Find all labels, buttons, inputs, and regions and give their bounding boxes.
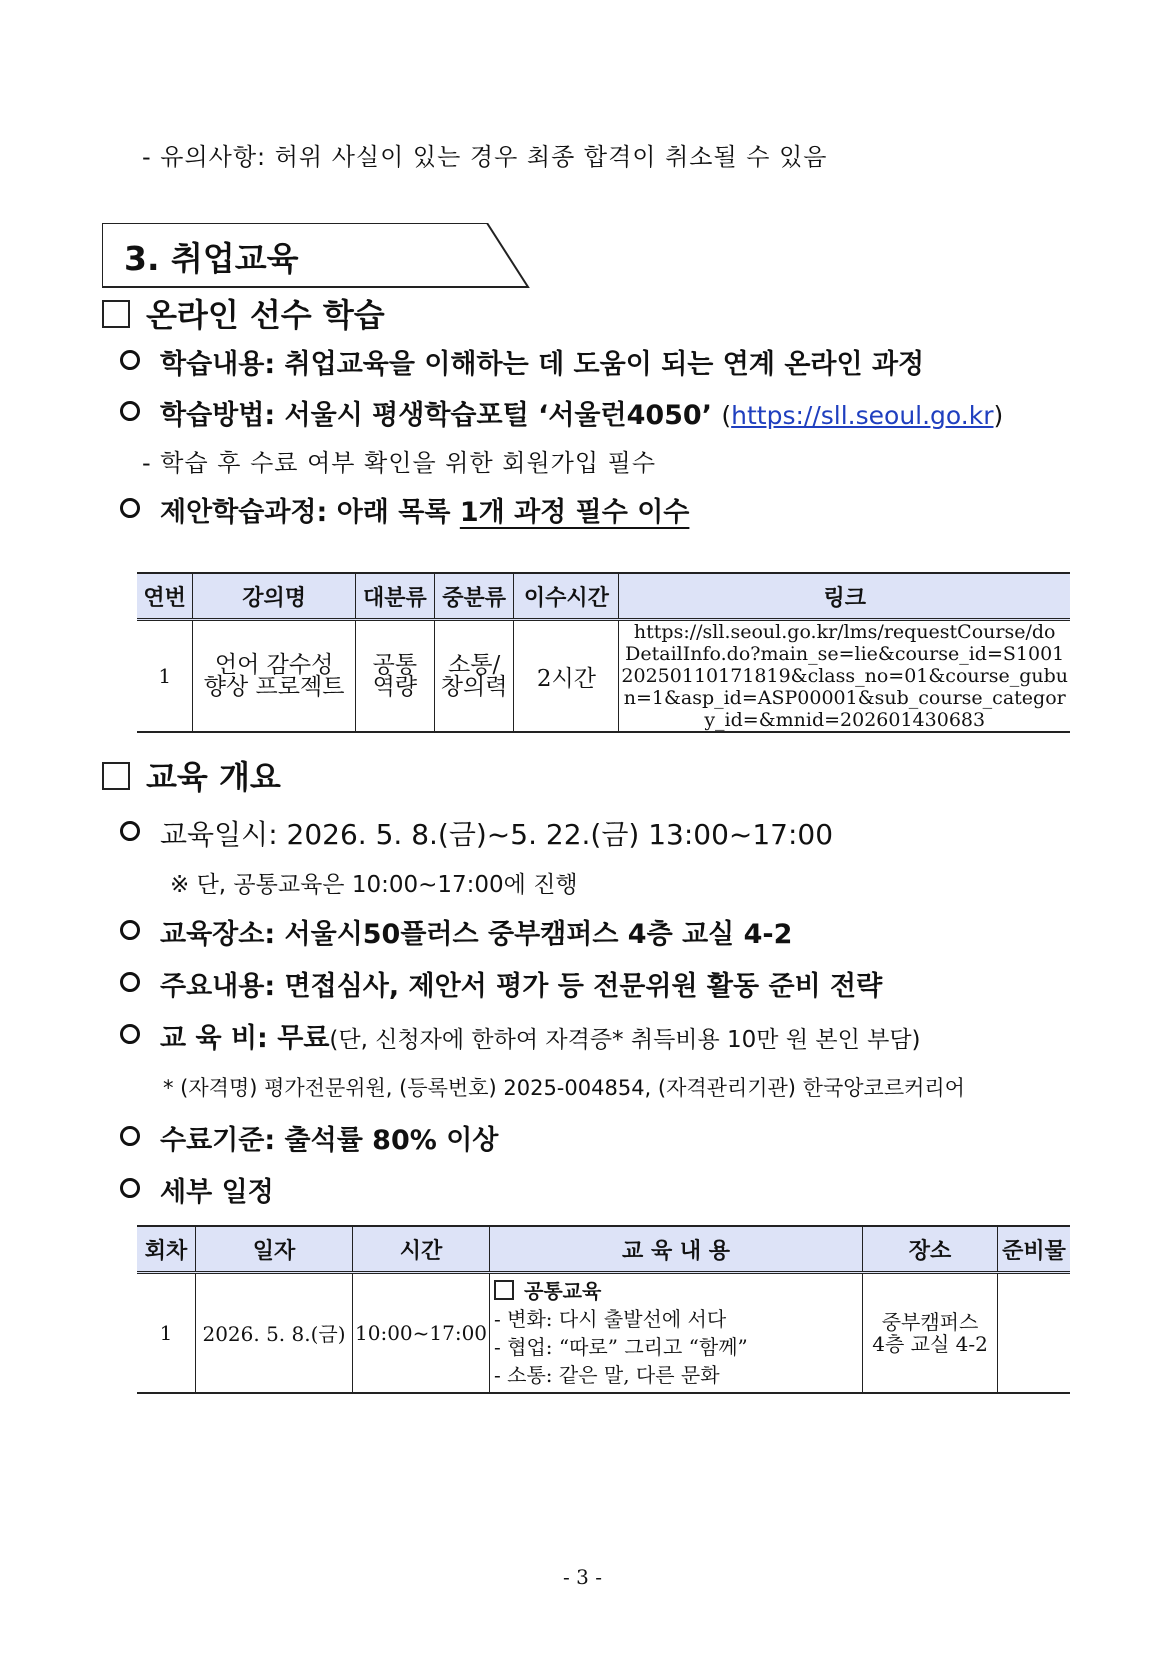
- course-hours: 2시간: [514, 620, 619, 733]
- checkbox-icon: [494, 1280, 514, 1300]
- session-materials: [998, 1273, 1070, 1393]
- schedule-table: [137, 1225, 1070, 1394]
- circle-bullet-icon: [120, 1024, 140, 1044]
- online-method: 학습방법: 서울시 평생학습포털 ‘서울런4050’ (https://sll.seoul.go.kr): [120, 393, 1003, 432]
- top-note: - 유의사항: 허위 사실이 있는 경우 최종 합격이 취소될 수 있음: [142, 143, 828, 171]
- col-header: 회차: [137, 1226, 196, 1273]
- method-note: - 학습 후 수료 여부 확인을 위한 회원가입 필수: [142, 449, 657, 477]
- online-content: 학습내용: 취업교육을 이해하는 데 도움이 되는 연계 온라인 과정: [120, 342, 924, 381]
- col-header: 연번: [137, 573, 193, 620]
- col-header: 이수시간: [514, 573, 619, 620]
- overview-content: 주요내용: 면접심사, 제안서 평가 등 전문위원 활동 준비 전략: [120, 964, 882, 1003]
- online-course: 제안학습과정: 아래 목록 1개 과정 필수 이수: [120, 490, 689, 529]
- overview-schedule: 세부 일정: [120, 1170, 274, 1209]
- col-header: 일자: [196, 1226, 353, 1273]
- course-minor: 소통/ 창의력: [434, 620, 514, 733]
- col-header: 대분류: [355, 573, 434, 620]
- col-header: 강의명: [193, 573, 356, 620]
- overview-fee: 교 육 비: 무료(단, 신청자에 한하여 자격증* 취득비용 10만 원 본인 부담): [120, 1016, 921, 1055]
- overview-date: 교육일시: 2026. 5. 8.(금)~5. 22.(금) 13:00~17:00: [120, 813, 833, 853]
- circle-bullet-icon: [120, 350, 140, 370]
- section-title: 3. 취업교육: [124, 239, 299, 278]
- course-table: [137, 572, 1070, 733]
- circle-bullet-icon: [120, 1126, 140, 1146]
- fee-footnote: * (자격명) 평가전문위원, (등록번호) 2025-004854, (자격관리기관) 한국앙코르커리어: [163, 1076, 965, 1100]
- circle-bullet-icon: [120, 401, 140, 421]
- col-header: 중분류: [434, 573, 514, 620]
- col-header: 교 육 내 용: [490, 1226, 863, 1273]
- col-header: 시간: [353, 1226, 490, 1273]
- col-header: 준비물: [998, 1226, 1070, 1273]
- session-number: 1: [159, 1320, 173, 1345]
- circle-bullet-icon: [120, 821, 140, 841]
- course-link[interactable]: https://sll.seoul.go.kr/lms/requestCourse/do DetailInfo.do?main_se=lie&course_id=S1001 20250110171819&class_no=01&course_gubu n=1&asp_id=ASP00001&sub_course_categor y_id=&mnid=202601430683: [619, 620, 1070, 733]
- page-number: - 3 -: [563, 1565, 602, 1589]
- seoul-portal-link[interactable]: https://sll.seoul.go.kr: [731, 401, 994, 430]
- session-place: 중부캠퍼스 4층 교실 4-2: [863, 1273, 998, 1393]
- table-row: [137, 1273, 1070, 1393]
- session-date: 2026. 5. 8.(금): [196, 1273, 353, 1393]
- session-time: 10:00~17:00: [353, 1273, 490, 1393]
- session-content: 공통교육 - 변화: 다시 출발선에 서다 - 협업: “따로” 그리고 “함께” - 소통: 같은 말, 다른 문화: [490, 1273, 863, 1393]
- checkbox-icon: [102, 762, 130, 790]
- table-row: [137, 620, 1070, 733]
- col-header: 장소: [863, 1226, 998, 1273]
- course-major: 공통 역량: [355, 620, 434, 733]
- date-note: ※ 단, 공통교육은 10:00~17:00에 진행: [170, 872, 578, 898]
- overview-place: 교육장소: 서울시50플러스 중부캠퍼스 4층 교실 4-2: [120, 912, 792, 951]
- overview-heading: 교육 개요: [102, 752, 281, 798]
- circle-bullet-icon: [120, 498, 140, 518]
- checkbox-icon: [102, 300, 130, 328]
- circle-bullet-icon: [120, 972, 140, 992]
- col-header: 링크: [619, 573, 1070, 620]
- row-number: 1: [158, 664, 172, 688]
- circle-bullet-icon: [120, 1178, 140, 1198]
- online-heading: 온라인 선수 학습: [102, 290, 385, 336]
- overview-criteria: 수료기준: 출석률 80% 이상: [120, 1118, 498, 1157]
- circle-bullet-icon: [120, 920, 140, 940]
- course-name: 언어 감수성 향상 프로젝트: [193, 620, 356, 733]
